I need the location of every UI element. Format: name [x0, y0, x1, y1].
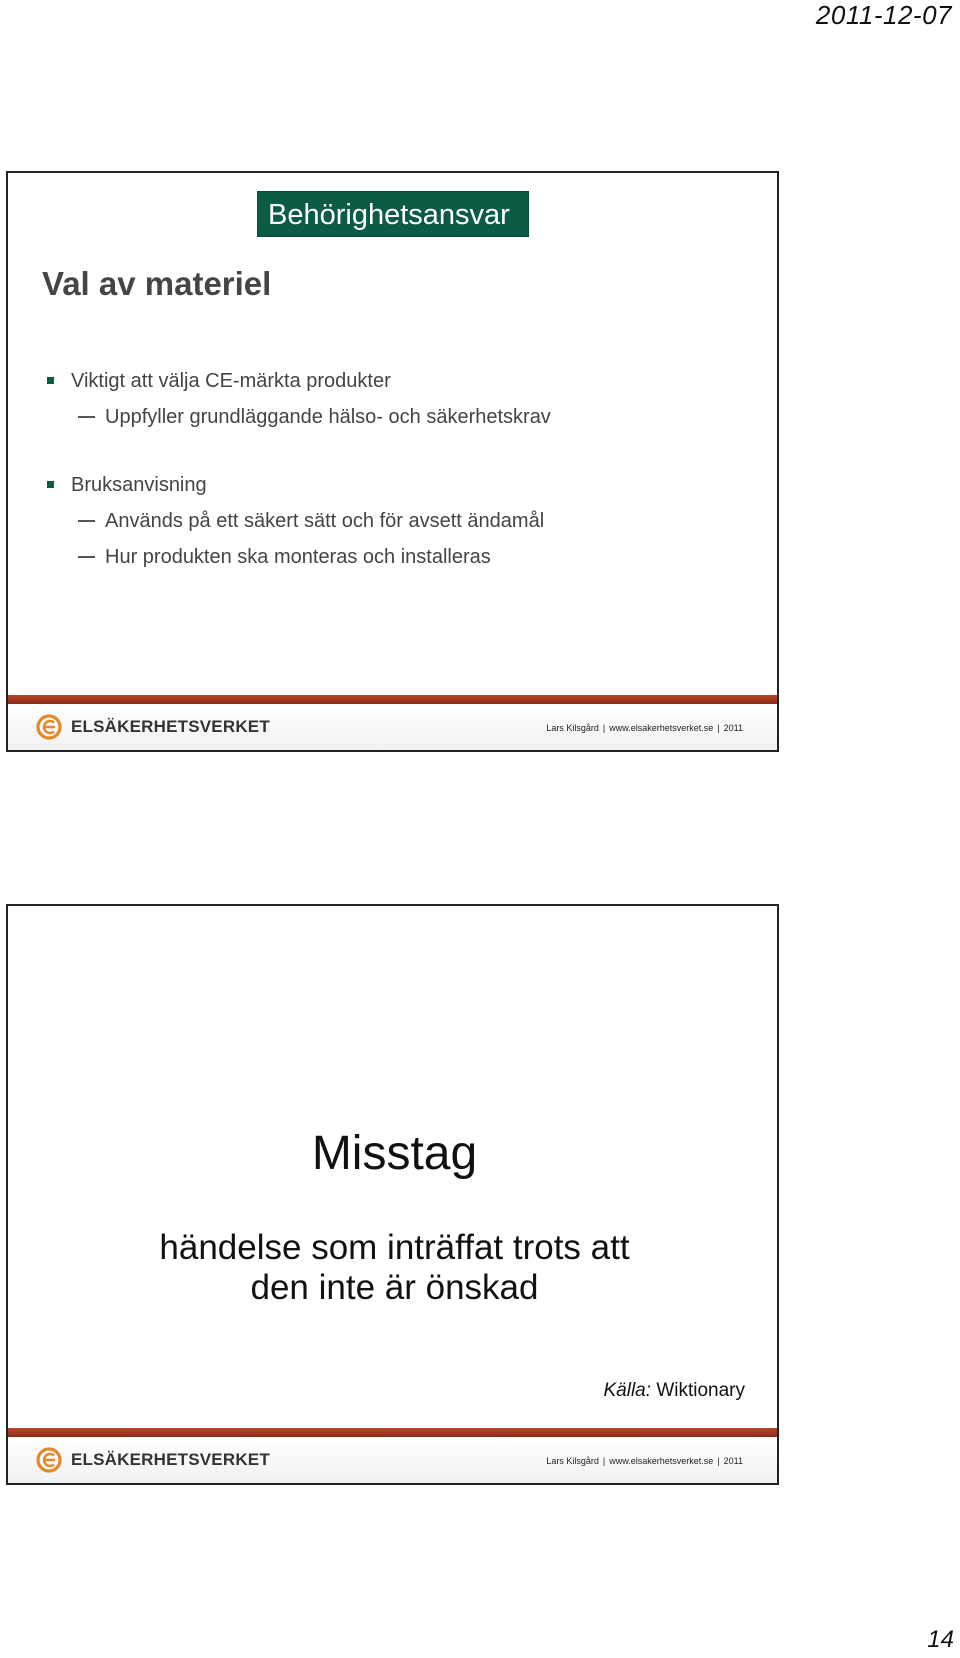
page-number: 14	[927, 1626, 954, 1653]
dash-bullet-icon	[78, 520, 95, 522]
elsakerhetsverket-logo	[36, 712, 270, 742]
slide-title: Misstag	[311, 1127, 478, 1180]
square-bullet-icon	[47, 377, 54, 384]
bullet-list	[42, 363, 762, 575]
credit-year: 2011	[723, 1456, 743, 1466]
page-date: 2011-12-07	[815, 0, 952, 30]
logo-text: ELSÄKERHETSVERKET	[71, 717, 270, 736]
sub-bullet-item	[42, 539, 762, 575]
bullet-text: Uppfyller grundläggande hälso- och säkerhetskrav	[105, 406, 551, 428]
logo-e-icon	[36, 714, 62, 740]
credit-url: www.elsakerhetsverket.se	[609, 1456, 714, 1466]
slide-val-av-materiel	[6, 171, 779, 752]
elsakerhetsverket-logo	[36, 1445, 270, 1475]
slide-misstag	[6, 904, 779, 1485]
footer-bar	[8, 695, 777, 704]
slide-footer	[8, 695, 777, 750]
dash-bullet-icon	[78, 416, 95, 418]
credit-year: 2011	[723, 723, 743, 733]
credit-url: www.elsakerhetsverket.se	[609, 723, 714, 733]
dash-bullet-icon	[78, 556, 95, 558]
definition-line: händelse som inträffat trots att	[159, 1228, 630, 1267]
bullet-text: Bruksanvisning	[71, 474, 207, 496]
square-bullet-icon	[47, 481, 54, 488]
source-citation	[604, 1380, 746, 1402]
footer-bar	[8, 1428, 777, 1437]
bullet-text: Hur produkten ska monteras och installeras	[105, 546, 491, 568]
footer-credit: Lars Kilsgård | www.elsakerhetsverket.se | 2011	[546, 1456, 743, 1466]
definition-line: den inte är önskad	[250, 1268, 539, 1307]
logo-e-icon	[36, 1447, 62, 1473]
sub-bullet-item	[42, 399, 762, 435]
credit-author: Lars Kilsgård	[546, 1456, 599, 1466]
logo-text: ELSÄKERHETSVERKET	[71, 1450, 270, 1469]
slide-footer	[8, 1428, 777, 1483]
sub-bullet-item	[42, 503, 762, 539]
source-label: Källa:	[603, 1380, 652, 1401]
bullet-item	[42, 467, 762, 503]
bullet-text: Viktigt att välja CE-märkta produkter	[71, 370, 391, 392]
footer-credit: Lars Kilsgård | www.elsakerhetsverket.se | 2011	[546, 723, 743, 733]
source-value: Wiktionary	[656, 1380, 745, 1401]
bullet-text: Används på ett säkert sätt och för avsett ändamål	[105, 510, 545, 532]
section-tag: Behörighetsansvar	[257, 191, 529, 237]
credit-author: Lars Kilsgård	[546, 723, 599, 733]
bullet-item	[42, 363, 762, 399]
definition-text	[8, 1228, 779, 1308]
slide-title: Val av materiel	[42, 265, 272, 302]
